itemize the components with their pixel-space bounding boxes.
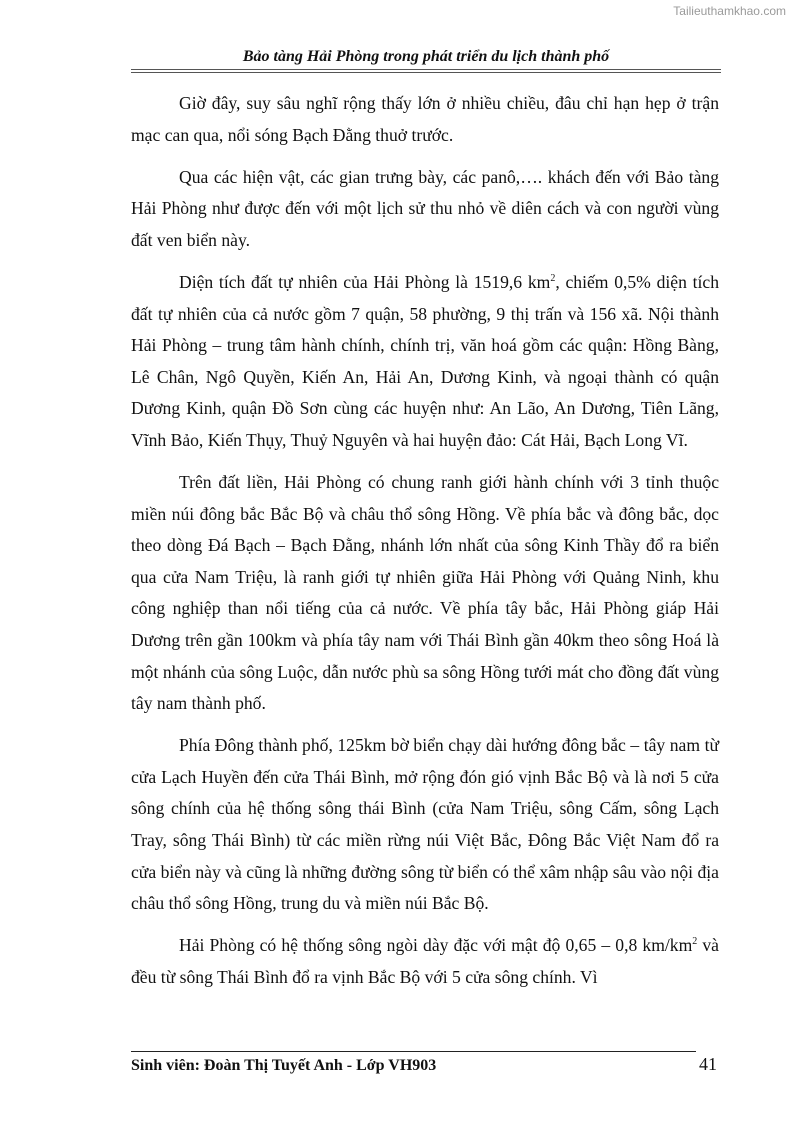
superscript: 2 bbox=[692, 936, 698, 948]
paragraph-6-part-2: và đều từ sông Thái Bình đổ ra vịnh Bắc Bộ với 5 cửa sông chính. Vì bbox=[131, 935, 719, 987]
paragraph-2: Qua các hiện vật, các gian trưng bày, các panô,…. khách đến với Bảo tàng Hải Phòng như được đến với một lịch sử thu nhỏ về diên cách và con người vùng đất ven biển này. bbox=[131, 166, 719, 250]
footer-divider bbox=[131, 1051, 696, 1052]
page-number: 41 bbox=[699, 1054, 717, 1074]
paragraph-3-part-2: , chiếm 0,5% diện tích đất tự nhiên của cả nước gồm 7 quận, 58 phường, 9 thị trấn và 156 xã. Nội thành Hải Phòng – trung tâm hành chính, chính trị, văn hoá gồm các quận: Hồng Bàng, Lê Chân, Ngô Quyền, Kiến An, Hải An, Dương Kinh, và ngoại thành có quận Dương Kinh, quận Đồ Sơn cùng các huyện như: An Lão, An Dương, Tiên Lãng, Vĩnh Bảo, Kiến Thụy, Thuỷ Nguyên và hai huyện đảo: Cát Hải, Bạch Long Vĩ. bbox=[131, 271, 719, 450]
paragraph-3-part-1: Diện tích đất tự nhiên của Hải Phòng là 1519,6 km bbox=[179, 271, 551, 292]
header-divider bbox=[131, 69, 721, 73]
superscript: 2 bbox=[550, 272, 556, 284]
footer-author: Sinh viên: Đoàn Thị Tuyết Anh - Lớp VH903 bbox=[131, 1057, 437, 1074]
paragraph-4: Trên đất liền, Hải Phòng có chung ranh giới hành chính với 3 tỉnh thuộc miền núi đông bắc Bắc Bộ và châu thổ sông Hồng. Về phía bắc và đông bắc, dọc theo dòng Đá Bạch – Bạch Đằng, nhánh lớn nhất của sông Kinh Thầy đổ ra biển qua cửa Nam Triệu, là ranh giới tự nhiên giữa Hải Phòng với Quảng Ninh, khu công nghiệp than nổi tiếng của cả nước. Về phía tây bắc, Hải Phòng giáp Hải Dương trên gần 100km và phía tây nam với Thái Bình gần 40km theo sông Hoá là một nhánh của sông Luộc, dẫn nước phù sa sông Hồng tưới mát cho đồng đất vùng tây nam thành phố. bbox=[131, 472, 719, 714]
paragraph-6-part-1: Hải Phòng có hệ thống sông ngòi dày đặc với mật độ 0,65 – 0,8 km/km bbox=[179, 935, 693, 956]
paragraph-5: Phía Đông thành phố, 125km bờ biển chạy dài hướng đông bắc – tây nam từ cửa Lạch Huyền đến cửa Thái Bình, mở rộng đón gió vịnh Bắc Bộ và là nơi 5 cửa sông chính của hệ thống sông thái Bình (cửa Nam Triệu, sông Cấm, sông Lạch Tray, sông Thái Bình) từ các miền rừng núi Việt Bắc, Đông Bắc Việt Nam đổ ra cửa biển này và cũng là những đường sông từ biển có thể xâm nhập sâu vào nội địa châu thổ sông Hồng, trung du và miền núi Bắc Bộ. bbox=[131, 735, 719, 914]
paragraph-1: Giờ đây, suy sâu nghĩ rộng thấy lớn ở nhiều chiều, đâu chỉ hạn hẹp ở trận mạc can qua, nổi sóng Bạch Đằng thuở trước. bbox=[131, 93, 719, 145]
watermark-text: Tailieuthamkhao.com bbox=[673, 4, 786, 18]
paragraph-3 bbox=[131, 267, 719, 457]
document-body bbox=[131, 88, 719, 1004]
paragraph-6 bbox=[131, 930, 719, 993]
page-header-title: Bảo tàng Hải Phòng trong phát triển du lịch thành phố bbox=[242, 48, 610, 65]
